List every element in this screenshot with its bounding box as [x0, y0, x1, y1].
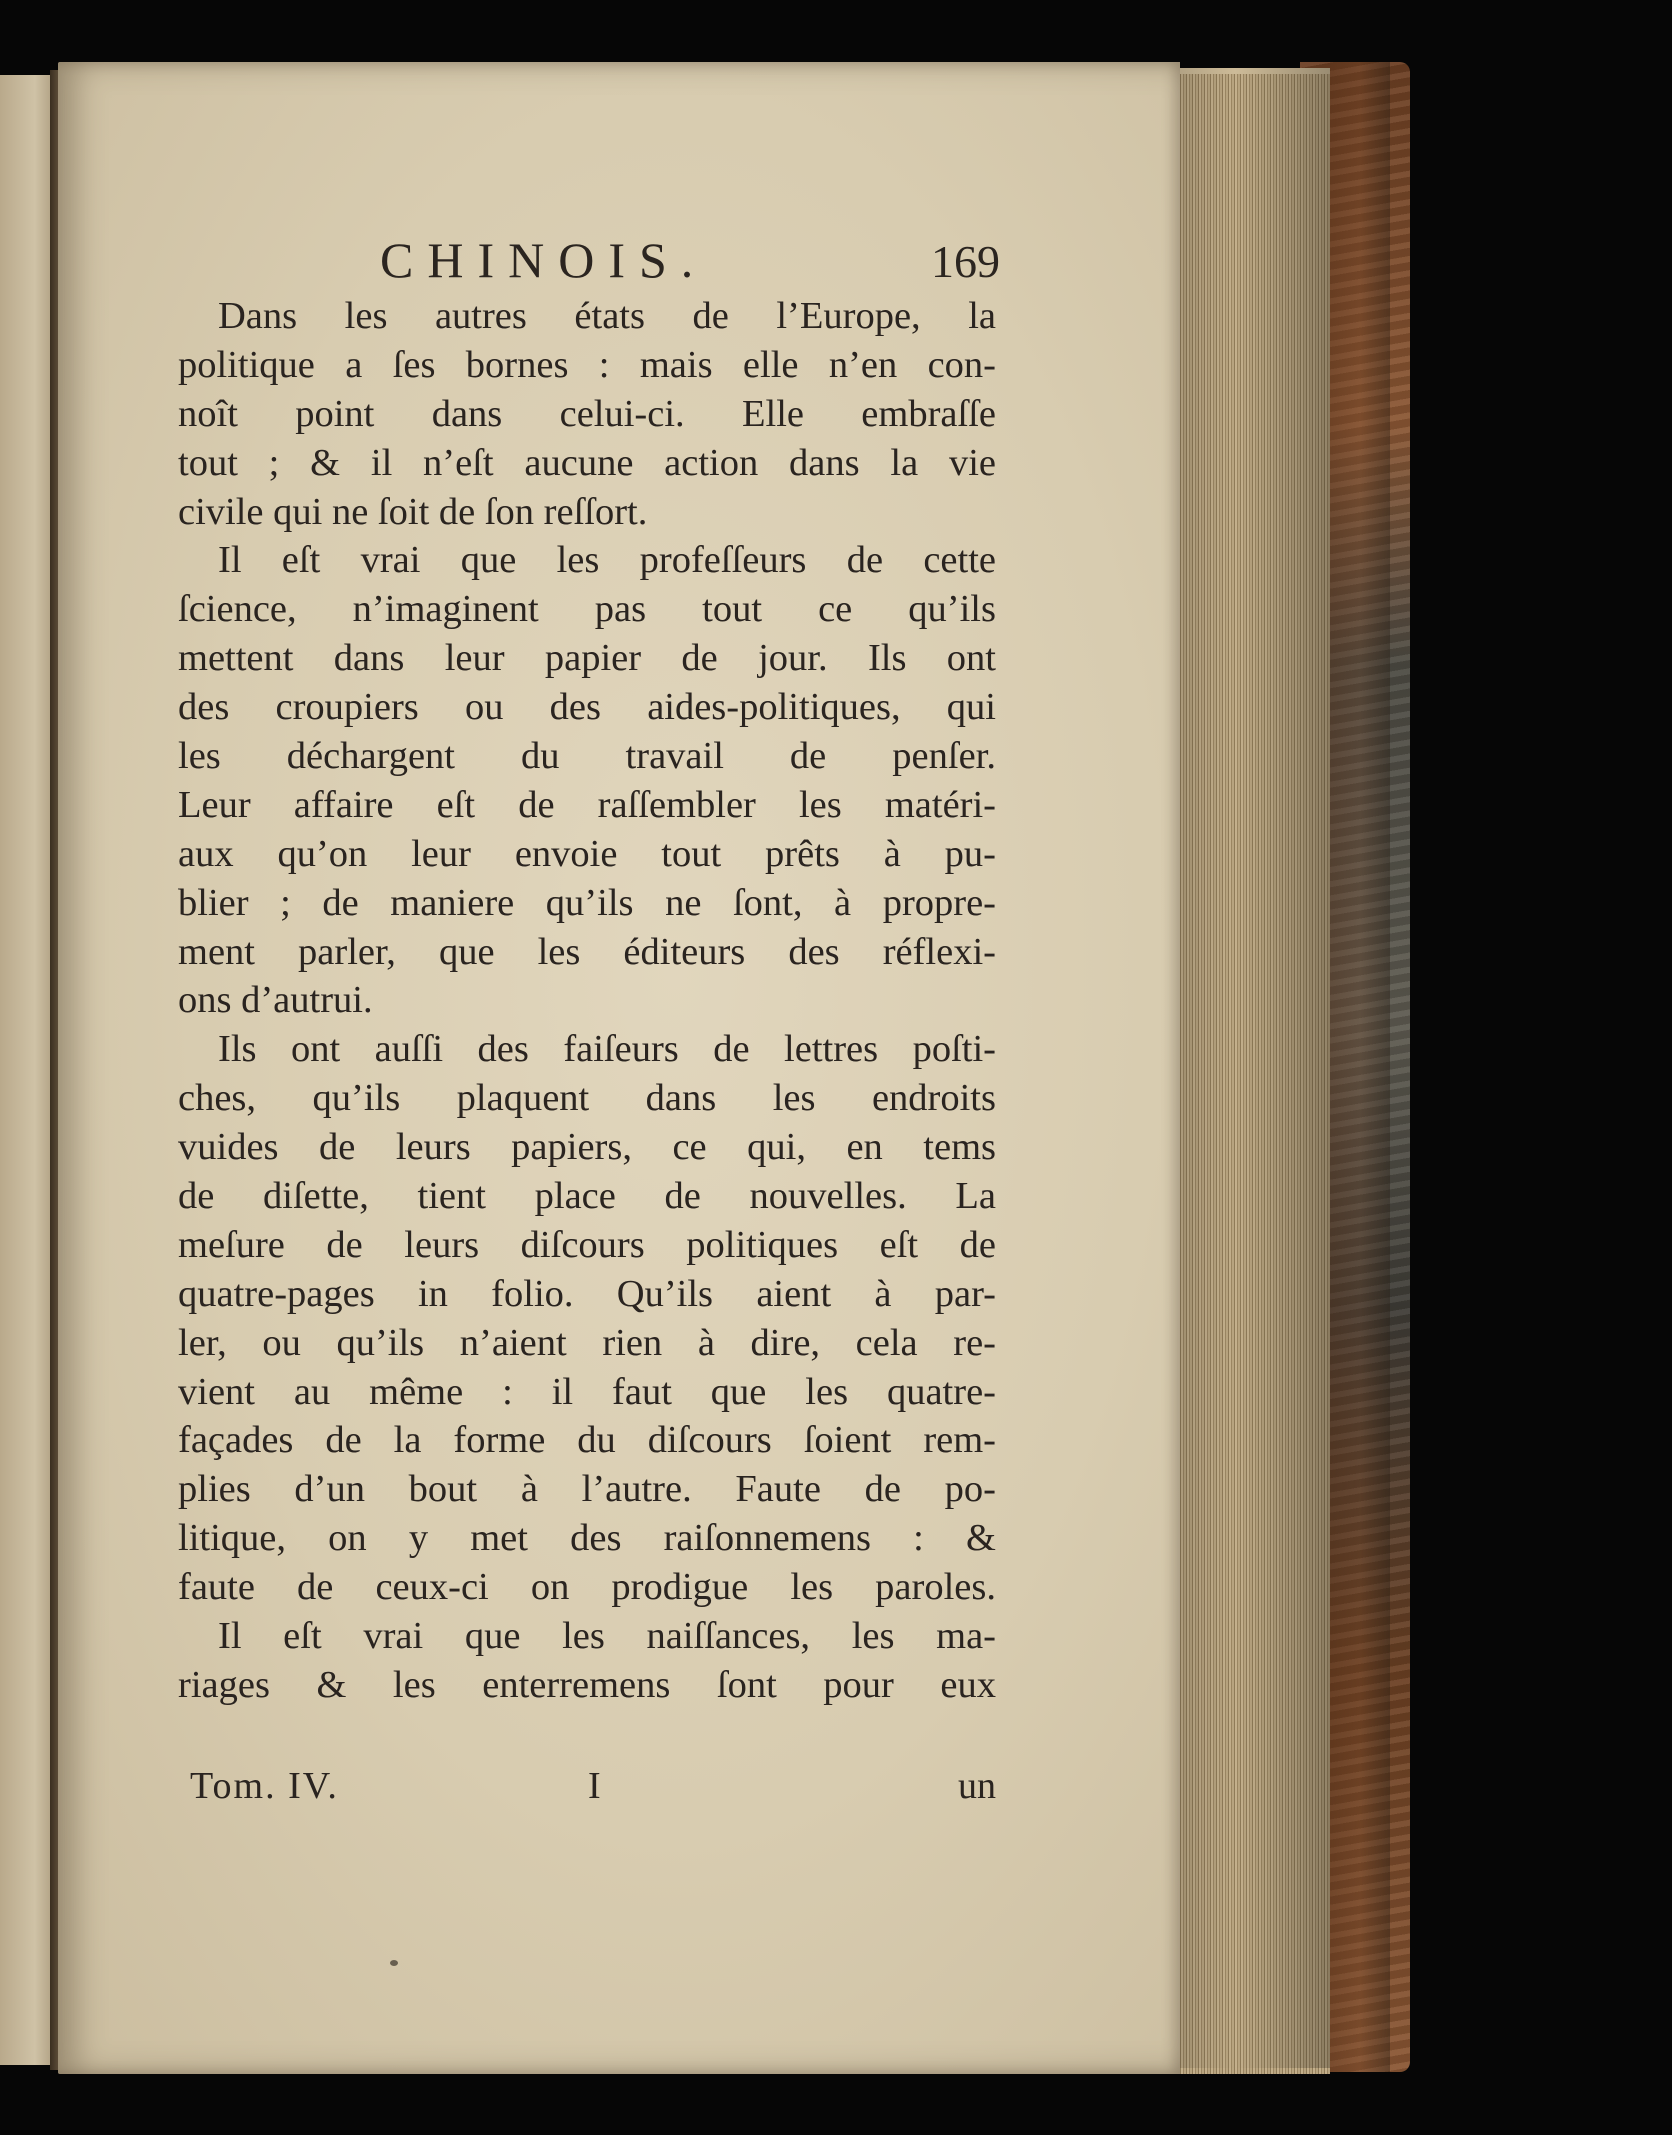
text-line: ſcience, n’imaginent pas tout ce qu’ils: [178, 588, 996, 631]
text-line: Il eſt vrai que les naiſſances, les ma-: [218, 1615, 996, 1658]
text-line: aux qu’on leur envoie tout prêts à pu-: [178, 832, 996, 875]
text-line: façades de la forme du diſcours ſoient rem-: [178, 1419, 996, 1462]
page-header: [380, 230, 1000, 290]
body-text: [178, 292, 996, 1710]
text-line: Il eſt vrai que les profeſſeurs de cette: [218, 539, 996, 582]
text-line: ons d’autrui.: [178, 979, 373, 1022]
text-line: Leur affaire eſt de raſſembler les matéri-: [178, 783, 996, 826]
text-line: litique, on y met des raiſonnemens : &: [178, 1517, 996, 1560]
catchword: un: [958, 1765, 996, 1807]
gathering-signature: I: [588, 1765, 601, 1807]
cover-edge-shading: [1330, 62, 1390, 2072]
text-line: Ils ont auſſi des faiſeurs de lettres poſti-: [218, 1028, 996, 1071]
text-line: faute de ceux-ci on prodigue les paroles.: [178, 1566, 996, 1609]
text-line: ler, ou qu’ils n’aient rien à dire, cela re-: [178, 1321, 996, 1364]
running-title: CHINOIS.: [380, 232, 708, 288]
text-line: ches, qu’ils plaquent dans les endroits: [178, 1077, 996, 1120]
text-line: les déchargent du travail de penſer.: [178, 735, 996, 778]
text-line: quatre-pages in folio. Qu’ils aient à par-: [178, 1272, 996, 1315]
text-line: vuides de leurs papiers, ce qui, en tems: [178, 1126, 996, 1169]
text-line: meſure de leurs diſcours politiques eſt de: [178, 1223, 996, 1266]
text-line: civile qui ne ſoit de ſon reſſort.: [178, 490, 648, 533]
volume-signature: Tom. IV.: [190, 1765, 339, 1807]
text-line: vient au même : il faut que les quatre-: [178, 1370, 996, 1413]
text-line: blier ; de maniere qu’ils ne ſont, à propre-: [178, 881, 996, 924]
text-line: politique a ſes bornes : mais elle n’en con-: [178, 343, 996, 386]
text-line: riages & les enterremens ſont pour eux: [178, 1663, 996, 1706]
text-line: plies d’un bout à l’autre. Faute de po-: [178, 1468, 996, 1511]
text-line: mettent dans leur papier de jour. Ils ont: [178, 637, 996, 680]
text-line: Dans les autres états de l’Europe, la: [218, 295, 996, 337]
fore-edge-shadow: [1172, 68, 1330, 2068]
text-line: ment parler, que les éditeurs des réflexi-: [178, 930, 996, 973]
text-line: de diſette, tient place de nouvelles. La: [178, 1175, 996, 1218]
ink-spot: [390, 1960, 398, 1966]
text-line: noît point dans celui-ci. Elle embraſſe: [178, 392, 996, 435]
text-line: des croupiers ou des aides-politiques, qui: [178, 686, 996, 729]
text-line: tout ; & il n’eſt aucune action dans la vie: [178, 441, 996, 484]
page-number: 169: [931, 236, 1000, 287]
page-footer: [178, 1758, 996, 1814]
